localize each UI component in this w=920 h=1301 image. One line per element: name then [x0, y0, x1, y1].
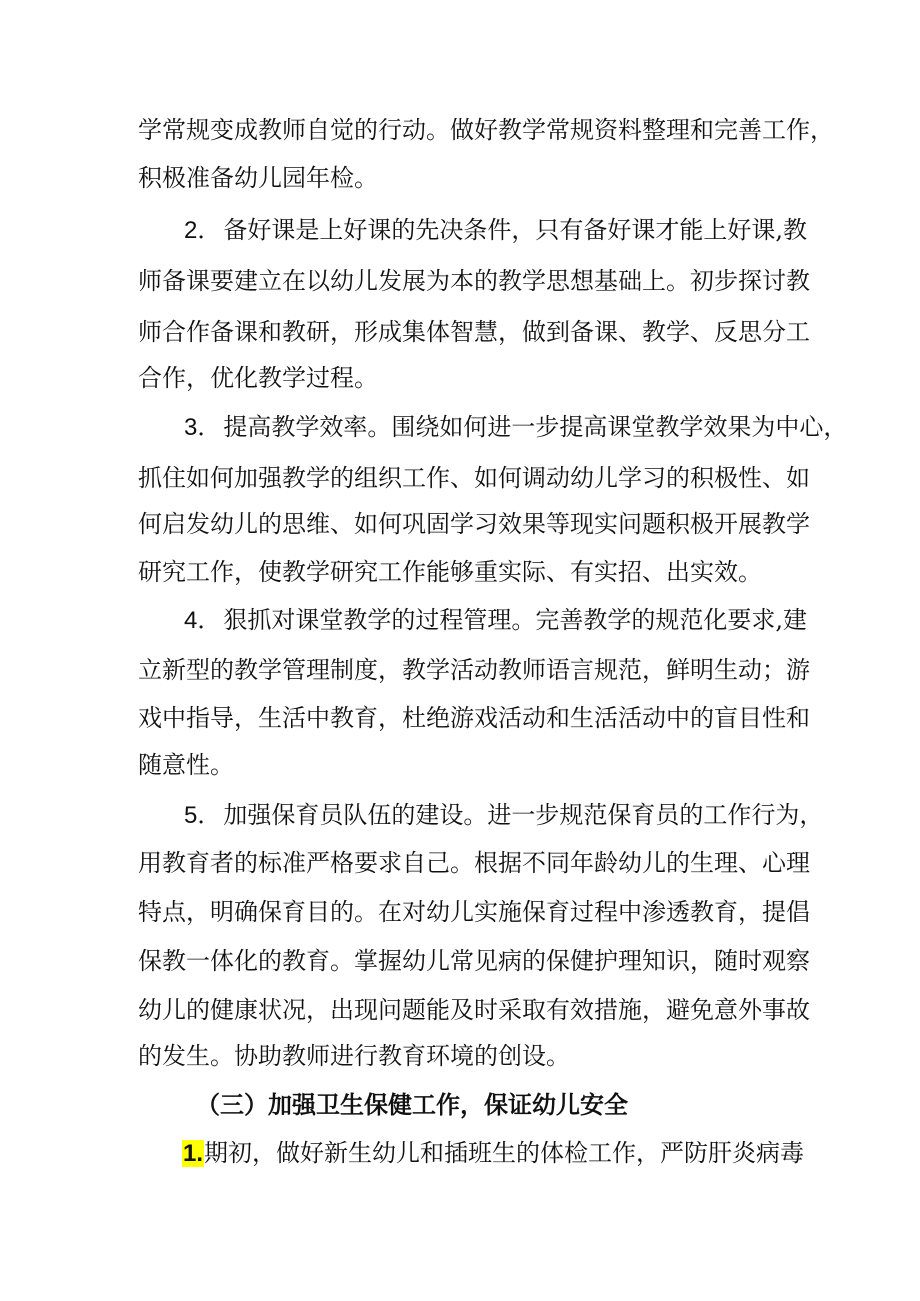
item-number-2: 2． [184, 217, 222, 244]
line-text: 师合作备课和教研，形成集体智慧，做到备课、教学、反思分工 [138, 318, 810, 346]
line-text: 用教育者的标准严格要求自己。根据不同年龄幼儿的生理、心理 [138, 849, 810, 877]
paragraph-line [138, 945, 810, 977]
line-text: 随意性。 [138, 751, 234, 779]
paragraph-line [138, 316, 810, 348]
line-text: 加强保育员队伍的建设。进一步规范保育员的工作行为， [223, 801, 824, 829]
paragraph-line [182, 1137, 804, 1169]
paragraph-line [184, 799, 823, 831]
paragraph-line [184, 411, 847, 443]
line-text: 期初，做好新生幼儿和插班生的体检工作，严防肝炎病毒 [204, 1139, 805, 1167]
line-text: 提高教学效率。围绕如何进一步提高课堂教学效果为中心， [223, 413, 848, 441]
line-text: 积极准备幼儿园年检。 [138, 164, 378, 192]
paragraph-line [138, 1040, 570, 1072]
paragraph-line [138, 265, 810, 297]
line-text: 师备课要建立在以幼儿发展为本的教学思想基础上。初步探讨教 [138, 267, 810, 295]
line-text: 何启发幼儿的思维、如何巩固学习效果等现实问题积极开展教学 [138, 510, 810, 538]
line-text: 抓住如何加强教学的组织工作、如何调动幼儿学习的积极性、如 [138, 464, 810, 492]
line-text: 幼儿的健康状况，出现问题能及时采取有效措施，避免意外事故 [138, 996, 810, 1024]
line-text: 戏中指导，生活中教育，杜绝游戏活动和生活活动中的盲目性和 [138, 704, 810, 732]
section-heading [196, 1089, 628, 1121]
paragraph-line [138, 749, 234, 781]
line-text: 保教一体化的教育。掌握幼儿常见病的保健护理知识，随时观察 [138, 947, 810, 975]
paragraph-line [138, 114, 834, 146]
paragraph-line [184, 214, 807, 246]
paragraph-line [138, 162, 378, 194]
line-text: 特点，明确保育目的。在对幼儿实施保育过程中渗透教育，提倡 [138, 898, 810, 926]
line-text: 的发生。协助教师进行教育环境的创设。 [138, 1042, 570, 1070]
section-heading-text: （三）加强卫生保健工作，保证幼儿安全 [196, 1090, 628, 1119]
paragraph-line [138, 702, 810, 734]
line-text: 备好课是上好课的先决条件，只有备好课才能上好课,教 [223, 216, 807, 244]
paragraph-line [138, 654, 810, 686]
line-text: 学常规变成教师自觉的行动。做好教学常规资料整理和完善工作， [138, 116, 834, 144]
paragraph-line [138, 896, 810, 928]
line-text: 狠抓对课堂教学的过程管理。完善教学的规范化要求,建 [223, 606, 807, 634]
item-number-5: 5． [184, 802, 222, 829]
paragraph-line [138, 362, 378, 394]
paragraph-line [138, 847, 810, 879]
highlighted-item-number-1: 1. [183, 1140, 204, 1167]
paragraph-line [138, 556, 762, 588]
item-number-3: 3． [184, 414, 222, 441]
paragraph-line [138, 462, 810, 494]
line-text: 合作，优化教学过程。 [138, 364, 378, 392]
line-text: 研究工作，使教学研究工作能够重实际、有实招、出实效。 [138, 558, 762, 586]
paragraph-line [184, 604, 807, 636]
paragraph-line [138, 994, 810, 1026]
line-text: 立新型的教学管理制度，教学活动教师语言规范，鲜明生动；游 [138, 656, 810, 684]
item-number-4: 4． [184, 607, 222, 634]
paragraph-line [138, 508, 810, 540]
